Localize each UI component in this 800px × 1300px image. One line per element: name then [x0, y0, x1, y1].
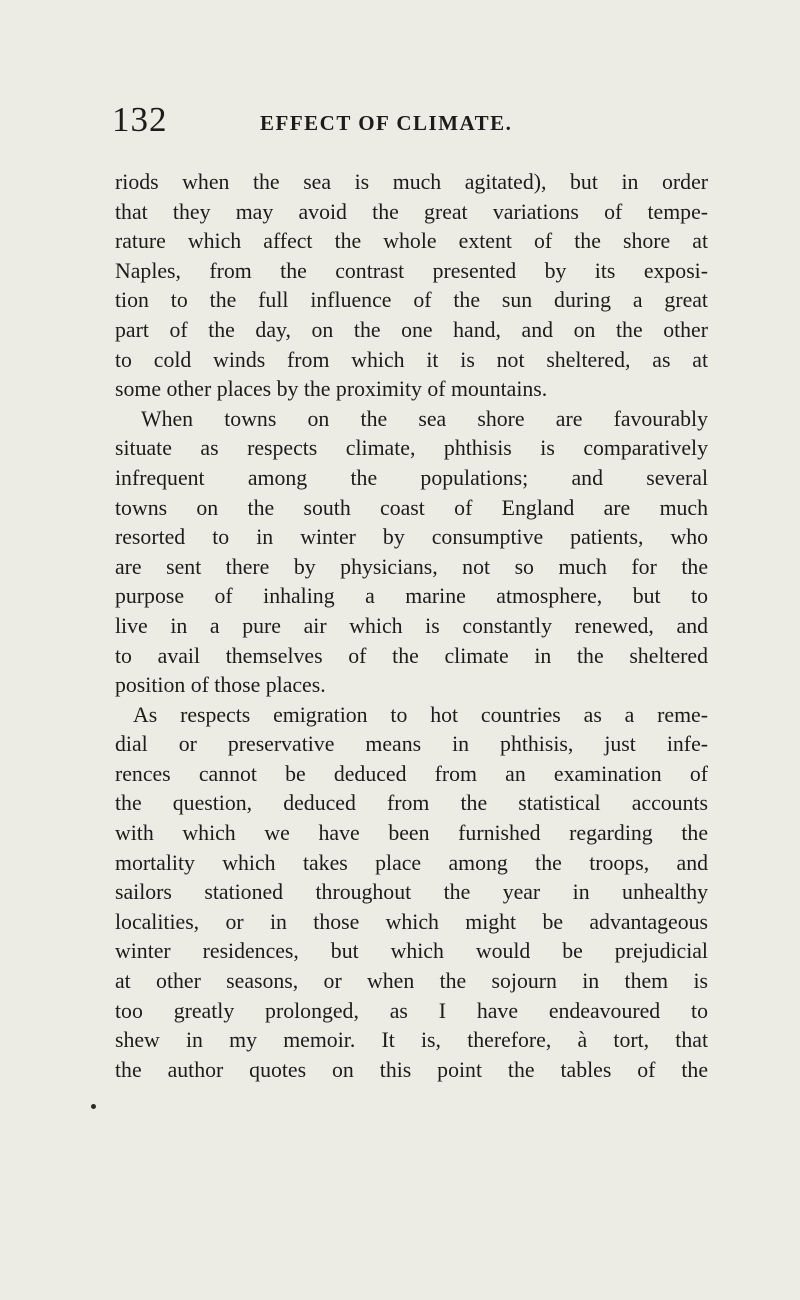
text-line: purpose of inhaling a marine atmosphere, but to	[115, 584, 708, 609]
text-line: towns on the south coast of England are much	[115, 495, 708, 520]
text-line: tion to the full influence of the sun during a great	[115, 288, 708, 313]
text-line: As respects emigration to hot countries as a reme-	[133, 702, 708, 727]
text-line: rature which affect the whole extent of the shore at	[115, 229, 708, 254]
text-line: localities, or in those which might be advantageous	[115, 909, 708, 934]
text-line: live in a pure air which is constantly renewed, and	[115, 613, 708, 638]
text-line: winter residences, but which would be prejudicial	[115, 939, 708, 964]
page-header	[112, 100, 708, 150]
text-line: rences cannot be deduced from an examination of	[115, 761, 708, 786]
text-line: the question, deduced from the statistical accounts	[115, 791, 708, 816]
body-text	[115, 168, 708, 1085]
text-line: riods when the sea is much agitated), but in order	[115, 170, 708, 194]
text-line: are sent there by physicians, not so much for the	[115, 554, 708, 579]
text-line: shew in my memoir. It is, therefore, à tort, that	[115, 1028, 708, 1053]
text-line: infrequent among the populations; and several	[115, 465, 708, 490]
text-line: sailors stationed throughout the year in unhealthy	[115, 880, 708, 905]
text-line: at other seasons, or when the sojourn in them is	[115, 969, 708, 994]
text-line: situate as respects climate, phthisis is comparatively	[115, 436, 708, 461]
text-line: to cold winds from which it is not sheltered, as at	[115, 347, 708, 372]
running-head: EFFECT OF CLIMATE.	[260, 111, 513, 135]
text-line: When towns on the sea shore are favourably	[141, 406, 708, 431]
text-line: resorted to in winter by consumptive patients, who	[115, 525, 708, 550]
text-line: that they may avoid the great variations of tempe-	[115, 199, 708, 224]
margin-mark-dot	[91, 1104, 96, 1109]
text-line: with which we have been furnished regarding the	[115, 821, 708, 846]
text-line: too greatly prolonged, as I have endeavoured to	[115, 998, 708, 1023]
text-line: position of those places.	[115, 673, 326, 698]
text-line: Naples, from the contrast presented by its exposi-	[115, 258, 708, 283]
text-line: the author quotes on this point the tables of the	[115, 1057, 708, 1082]
text-line: part of the day, on the one hand, and on the other	[115, 317, 708, 342]
page-number: 132	[112, 100, 168, 139]
text-line: mortality which takes place among the troops, and	[115, 850, 708, 875]
text-line: some other places by the proximity of mountains.	[115, 377, 548, 402]
text-line: dial or preservative means in phthisis, just infe-	[115, 732, 708, 757]
text-line: to avail themselves of the climate in the sheltered	[115, 643, 708, 668]
